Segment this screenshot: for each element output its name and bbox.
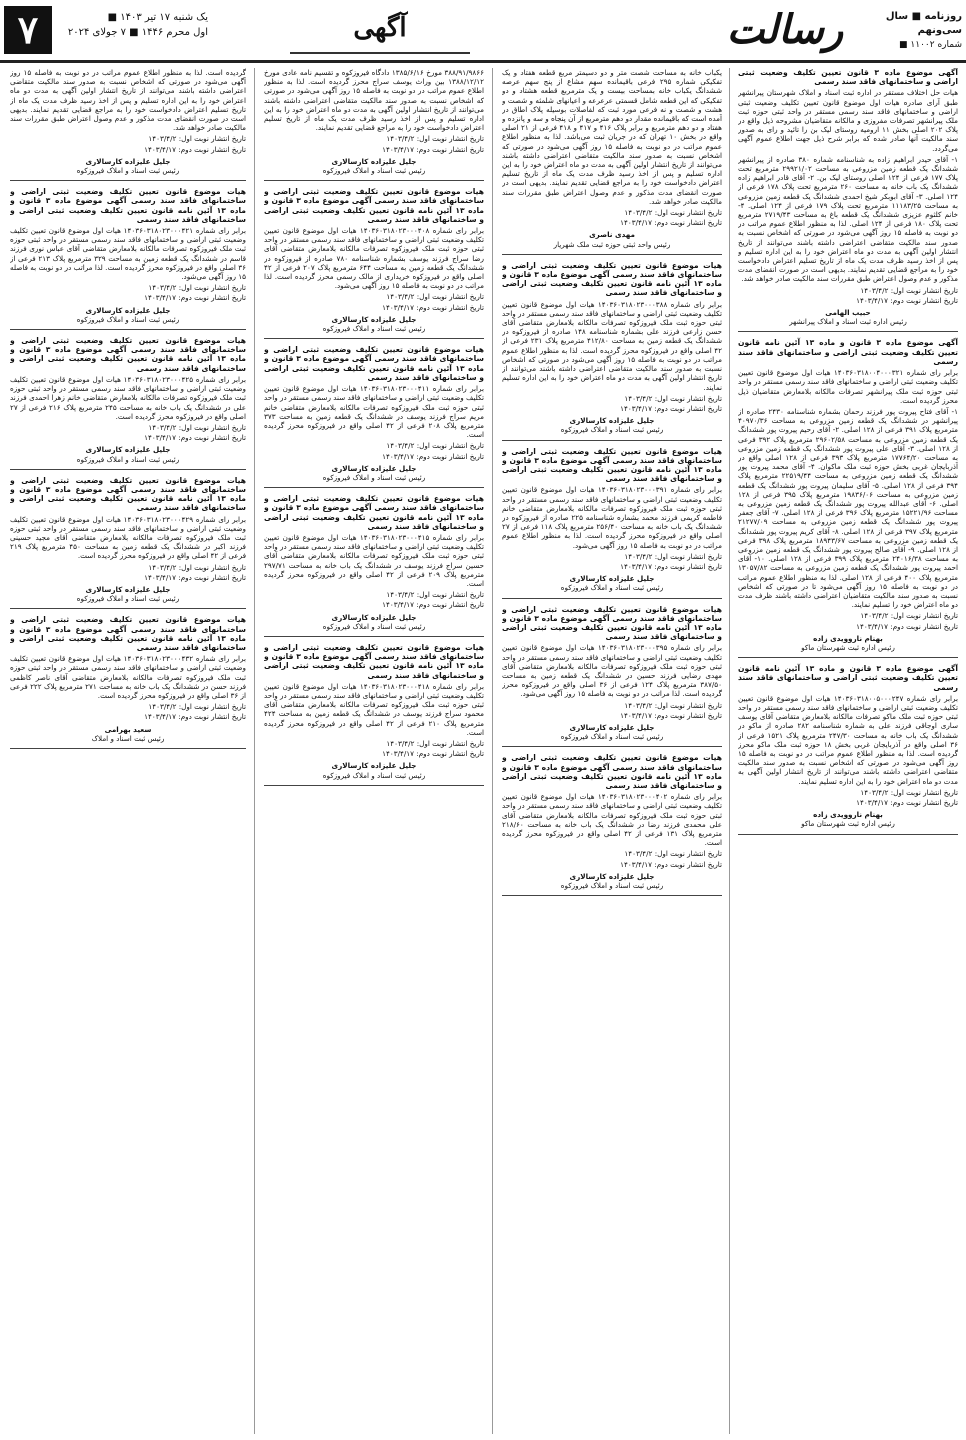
notice-body: هیات حل اختلاف مستقر در اداره ثبت اسناد و املاک شهرستان پیرانشهر طبق آرای صادره هیات اول موضوع قانون تعیین تکلیف وضعیت ثبتی اراضی و ساختمانهای فاقد سند رسمی مستقر در واحد ثبتی حوزه ثبت ملک پیرانشهر تصرفات مفروزی و مالکانه متقاضیان مشروحه ذیل واقع در پلاک ۲۰۲ اصلی بخش ۱۱ ارومیه روستای لیک بن را تائید و رای به صدور سند مالکیت آنها صادر شده که برابر شرح ذیل جهت اطلاع عموم آگهی می‌گردد. — [738, 88, 958, 153]
notice-body: برابر رای شماره ۱۴۰۳۶۰۳۱۸۰۲۳۰۰۰۴۲۵ هیات اول موضوع قانون تعیین تکلیف وضعیت ثبتی اراضی و ساختمانهای فاقد سند رسمی مستقر در واحد ثبتی حوزه ثبت ملک فیروزکوه تصرفات مالکانه بلامعارض متقاضی خانم زهرا احمدی فرزند علی در ششدانگ یک باب خانه به مساحت ۲۴۵ مترمربع پلاک ۲۱۶ فرعی از ۲۷ اصلی واقع در فیروزکوه محرز گردیده است. — [10, 374, 246, 421]
notice-first-publish-date: تاریخ انتشار نوبت اول: ۱۴۰۳/۴/۲ — [624, 700, 722, 710]
notice-signatory: جلیل علیزاده کارسالاری — [569, 574, 655, 584]
notice-first-publish-date: تاریخ انتشار نوبت اول: ۱۴۰۳/۴/۲ — [148, 562, 246, 572]
legal-notice — [264, 68, 484, 181]
notice-first-publish-date: تاریخ انتشار نوبت اول: ۱۴۰۳/۴/۲ — [860, 787, 958, 797]
section-title — [270, 8, 490, 48]
notice-second-publish-date: تاریخ انتشار نوبت دوم: ۱۴۰۳/۴/۱۷ — [382, 749, 484, 759]
legal-notice — [502, 447, 722, 599]
notice-organization: رئیس ثبت اسناد و املاک فیروزکوه — [76, 166, 180, 176]
notice-body: ۳۸۸/۹۱/۹۸۶۶ مورخ ۱۳۸۵/۶/۱۶ دادگاه فیروزکوه و تقسیم نامه عادی مورخ ۱۳۸۸/۱۲/۱۲ بین وراث یوسف سراج محرز گردیده است. لذا به منظور اطلاع عموم مراتب در دو نوبت به فاصله ۱۵ روز آگهی می‌شود در صورتی که اشخاص نسبت به صدور سند مالکیت متقاضی اعتراضی داشته باشند می‌توانند از تاریخ انتشار اولین آگهی به مدت دو ماه اعتراض خود را به این اداره تسلیم و پس از اخذ رسید ظرف مدت یک ماه از تاریخ تسلیم اعتراض دادخواست خود را به مراجع قضایی تقدیم نمایند. — [264, 68, 484, 133]
notice-title: هیات موضوع قانون تعیین تکلیف وضعیت ثبتی اراضی و ساختمانهای فاقد سند رسمی آگهی موضوع ماده ۳ قانون و ماده ۱۳ آئین نامه قانون تعیین تکلیف وضعیت ثبتی اراضی و ساختمانهای فاقد سند رسمی — [264, 494, 484, 531]
notice-items: ۱- آقای فتاح پیروت پور فرزند رحمان بشماره شناسنامه ۲۴۳۰ صادره از پیرانشهر در ششدانگ یک قطعه زمین مزروعی به مساحت ۴۰۹۷۰/۳۶ مترمربع پلاک ۳۹۱ فرعی از ۱۲۸ اصلی. ۲- آقای رحیم پیروت پور ششدانگ یک قطعه زمین مزروعی به مساحت ۲۹۶۰۲/۵۸ مترمربع پلاک ۳۹۲ فرعی از ۱۲۸ اصلی. ۳- آقای علی پیروت پور ششدانگ یک قطعه زمین مزروعی به مساحت ۱۷۷۶۴/۲۰ مترمربع پلاک ۳۹۳ فرعی از ۱۲۸ اصلی واقع در آذربایجان غربی بخش حوزه ثبت ملک ماکوان. ۴- آقای محمد پیروت پور ششدانگ یک قطعه زمین مزروعی به مساحت ۲۲۵۱۹/۴۴ مترمربع پلاک ۳۹۴ فرعی از ۱۲۸ اصلی. ۵- آقای سلیمان پیروت پور ششدانگ یک قطعه زمین مزروعی به مساحت ۱۹۸۳۶/۰۶ مترمربع پلاک ۳۹۵ فرعی از ۱۲۸ اصلی. ۶- آقای عبدالله پیروت پور ششدانگ یک قطعه زمین مزروعی به مساحت ۱۵۲۲۱/۹۶ مترمربع پلاک ۳۹۶ فرعی از ۱۲۸ اصلی. ۷- آقای جعفر پیروت پور ششدانگ یک قطعه زمین مزروعی به مساحت ۲۱۲۷۷/۰۹ مترمربع پلاک ۳۹۷ فرعی از ۱۲۸ اصلی. ۸- آقای کریم پیروت پور ششدانگ یک قطعه زمین مزروعی به مساحت ۱۸۹۴۳/۶۷ مترمربع پلاک ۳۹۸ فرعی از ۱۲۸ اصلی. ۹- آقای صالح پیروت پور ششدانگ یک قطعه زمین مزروعی به مساحت ۲۴۰۱۶/۳۸ مترمربع پلاک ۳۹۹ فرعی از ۱۲۸ اصلی. ۱۰- آقای احمد پیروت پور ششدانگ یک قطعه زمین مزروعی به مساحت ۱۳۰۵۷/۸۲ مترمربع پلاک ۴۰۰ فرعی از ۱۲۸ اصلی. لذا به منظور اطلاع عموم مراتب در دو نوبت به فاصله ۱۵ روز آگهی می‌شود تا در صورتی که اشخاص نسبت به صدور سند مالکیت متقاضیان اعتراضی داشته باشند ظرف مدت دو ماه اعتراض خود را تسلیم نمایند. — [738, 406, 958, 610]
notice-second-publish-date: تاریخ انتشار نوبت دوم: ۱۴۰۳/۴/۱۷ — [620, 218, 722, 228]
notice-organization: رئیس ثبت اسناد و املاک فیروزکوه — [322, 770, 426, 780]
notice-body: برابر رای شماره ۱۴۰۳۶۰۳۱۸۰۲۳۰۰۰۴۰۲ هیات اول موضوع قانون تعیین تکلیف وضعیت ثبتی اراضی و ساختمانهای فاقد سند رسمی مستقر در واحد ثبتی حوزه ثبت ملک فیروزکوه تصرفات مالکانه بلامعارض متقاضی آقای علی محمدی فرزند رضا در ششدانگ یک باب خانه به مساحت ۲۱۸/۶۰ مترمربع پلاک ۱۳۱ فرعی از ۴۲ اصلی واقع در فیروزکوه محرز گردیده است. — [502, 792, 722, 848]
notice-body: برابر رای شماره ۱۴۰۳۶۰۳۱۸۰۲۳۰۰۰۳۹۱ هیات اول موضوع قانون تعیین تکلیف وضعیت ثبتی اراضی و ساختمانهای فاقد سند رسمی مستقر در واحد ثبتی حوزه ثبت ملک فیروزکوه تصرفات مالکانه بلامعارض متقاضی خانم فاطمه کریمی فرزند محمد بشماره شناسنامه ۲۲۵ صادره از فیروزکوه در ششدانگ یک باب خانه به مساحت ۲۵۶/۴۰ مترمربع پلاک ۱۱۸ فرعی از ۲۷ اصلی واقع در فیروزکوه محرز گردیده است. لذا به منظور اطلاع عموم مراتب در دو نوبت به فاصله ۱۵ روز آگهی می‌شود. — [502, 485, 722, 550]
notice-first-publish-date: تاریخ انتشار نوبت اول: ۱۴۰۳/۴/۲ — [624, 393, 722, 403]
notice-second-publish-date: تاریخ انتشار نوبت دوم: ۱۴۰۳/۴/۱۷ — [620, 710, 722, 720]
date-line: یک شنبه ۱۷ تیر ۱۴۰۳ ■ — [107, 12, 208, 23]
notice-second-publish-date: تاریخ انتشار نوبت دوم: ۱۴۰۳/۴/۱۷ — [856, 798, 958, 808]
column-4 — [10, 68, 246, 1434]
notice-title: هیات موضوع قانون تعیین تکلیف وضعیت ثبتی اراضی و ساختمانهای فاقد سند رسمی آگهی موضوع ماده ۳ قانون و ماده ۱۳ آئین نامه قانون تعیین تکلیف وضعیت ثبتی اراضی و ساختمانهای فاقد سند رسمی — [10, 336, 246, 373]
legal-notice — [502, 68, 722, 255]
notice-title: آگهی موضوع ماده ۳ قانون و ماده ۱۳ آئین نامه قانون تعیین تکلیف وضعیت ثبتی اراضی و ساختمانهای فاقد سند رسمی — [738, 664, 958, 692]
legal-notice — [738, 338, 958, 658]
notice-second-publish-date: تاریخ انتشار نوبت دوم: ۱۴۰۳/۴/۱۷ — [382, 451, 484, 461]
notice-body: برابر رای شماره ۱۴۰۳۶۰۳۱۸۰۰۵۰۰۰۲۴۷ هیات اول موضوع قانون تعیین تکلیف وضعیت ثبتی اراضی و ساختمانهای فاقد سند رسمی مستقر در واحد ثبتی حوزه ثبت ملک ماکو تصرفات مالکانه بلامعارض متقاضی آقای یوسف ساری اوجاقی فرزند علی به شماره شناسنامه ۲۸۲ صادره از ماکو در ششدانگ یک باب خانه به مساحت ۲۴۷/۳۰ مترمربع پلاک ۱۵۲۱ فرعی از ۳۶ اصلی واقع در آذربایجان غربی بخش ۱۸ حوزه ثبت ملک ماکو محرز گردیده است. لذا به منظور اطلاع عموم مراتب در دو نوبت به فاصله ۱۵ روز آگهی می‌شود در صورتی که اشخاص نسبت به صدور سند مالکیت متقاضی اعتراضی داشته باشند می‌توانند از تاریخ انتشار اولین آگهی به مدت دو ماه اعتراض خود را به این اداره تسلیم نمایند. — [738, 693, 958, 786]
column-1 — [738, 68, 958, 1434]
notice-first-publish-date: تاریخ انتشار نوبت اول: ۱۴۰۳/۴/۲ — [148, 283, 246, 293]
section-label: آگهی — [353, 13, 407, 43]
notice-title: هیات موضوع قانون تعیین تکلیف وضعیت ثبتی اراضی و ساختمانهای فاقد سند رسمی آگهی موضوع ماده ۳ قانون و ماده ۱۳ آئین نامه قانون تعیین تکلیف وضعیت ثبتی اراضی و ساختمانهای فاقد سند رسمی — [502, 446, 722, 484]
notice-second-publish-date: تاریخ انتشار نوبت دوم: ۱۴۰۳/۴/۱۷ — [620, 859, 722, 869]
page-number: ۷ — [4, 6, 52, 54]
notice-title: هیات موضوع قانون تعیین تکلیف وضعیت ثبتی اراضی و ساختمانهای فاقد سند رسمی آگهی موضوع ماده ۳ قانون و ماده ۱۳ آئین نامه قانون تعیین تکلیف وضعیت ثبتی اراضی و ساختمانهای فاقد سند رسمی — [264, 187, 484, 224]
notice-first-publish-date: تاریخ انتشار نوبت اول: ۱۴۰۳/۴/۲ — [148, 134, 246, 144]
notice-first-publish-date: تاریخ انتشار نوبت اول: ۱۴۰۳/۴/۲ — [386, 134, 484, 144]
section-underline — [290, 52, 470, 54]
legal-notice — [264, 494, 484, 637]
notice-second-publish-date: تاریخ انتشار نوبت دوم: ۱۴۰۳/۴/۱۷ — [620, 561, 722, 571]
notice-body: برابر رای شماره ۱۴۰۳۶۰۳۱۸۰۲۳۰۰۰۴۰۸ هیات اول موضوع قانون تعیین تکلیف وضعیت ثبتی اراضی و ساختمانهای فاقد سند رسمی مستقر در واحد ثبتی حوزه ثبت ملک فیروزکوه تصرفات مالکانه بلامعارض متقاضی آقای رضا سراج فرزند یوسف بشماره شناسنامه ۷۸۰ صادره از فیروزکوه در ششدانگ یک قطعه زمین به مساحت ۶۴۴ مترمربع پلاک ۲۰۷ فرعی از ۴۲ اصلی واقع در فیروزکوه خریداری از مالک رسمی محرز گردیده است. لذا مراتب در دو نوبت به فاصله ۱۵ روز آگهی می‌شود. — [264, 226, 484, 291]
notice-organization: رئیس ثبت اسناد و املاک فیروزکوه — [76, 454, 180, 464]
column-divider — [254, 68, 255, 1434]
column-divider — [729, 68, 730, 1434]
notice-organization: رئیس اداره ثبت شهرستان ماکو — [801, 642, 895, 652]
notice-first-publish-date: تاریخ انتشار نوبت اول: ۱۴۰۳/۴/۲ — [148, 422, 246, 432]
notice-signatory: حبیب الهامی — [825, 308, 871, 318]
notice-first-publish-date: تاریخ انتشار نوبت اول: ۱۴۰۳/۴/۲ — [624, 208, 722, 218]
notice-body: برابر رای شماره ۱۴۰۳۶۰۳۱۸۰۲۳۰۰۰۴۲۱ هیات اول موضوع قانون تعیین تکلیف وضعیت ثبتی اراضی و ساختمانهای فاقد سند رسمی مستقر در واحد ثبتی حوزه ثبت ملک فیروزکوه تصرفات مالکانه بلامعارض متقاضی آقای عباس نوری فرزند قاسم در ششدانگ یک قطعه زمین به مساحت ۳۲۹ مترمربع پلاک ۲۱۳ فرعی از ۳۶ اصلی واقع در فیروزکوه محرز گردیده است. لذا مراتب در دو نوبت به فاصله ۱۵ روز آگهی می‌شود. — [10, 226, 246, 282]
legal-notice — [10, 187, 246, 330]
notice-first-publish-date: تاریخ انتشار نوبت اول: ۱۴۰۳/۴/۲ — [386, 292, 484, 302]
notice-first-publish-date: تاریخ انتشار نوبت اول: ۱۴۰۳/۴/۲ — [624, 849, 722, 859]
notice-signatory: جلیل علیزاده کارسالاری — [85, 445, 171, 455]
legal-notice — [502, 753, 722, 896]
notice-signatory: جلیل علیزاده کارسالاری — [85, 305, 171, 315]
notice-second-publish-date: تاریخ انتشار نوبت دوم: ۱۴۰۳/۴/۱۷ — [620, 403, 722, 413]
notice-organization: رئیس ثبت اسناد و املاک فیروزکوه — [322, 621, 426, 631]
notice-signatory: جلیل علیزاده کارسالاری — [331, 314, 417, 324]
notice-organization: رئیس ثبت اسناد و املاک فیروزکوه — [322, 324, 426, 334]
notice-signatory: جلیل علیزاده کارسالاری — [331, 612, 417, 622]
notice-signatory: جلیل علیزاده کارسالاری — [331, 463, 417, 473]
notice-signatory: بهنام ناروویدی زاده — [813, 633, 883, 643]
date-line: اول محرم ۱۴۴۶ ■ ۷ جولای ۲۰۲۴ — [67, 27, 208, 38]
notice-items: ۱- آقای حیدر ابراهیم زاده به شناسنامه شماره ۳۸۰ صادره از پیرانشهر ششدانگ یک قطعه زمین مزروعی به مساحت ۲۹۹۲۱/۰۲ مترمربع تحت پلاک ۱۷۷ فرعی از ۱۲۴ اصلی روستای لیک بن. ۲- آقای قادر ابراهیم زاده ششدانگ یک باب خانه به مساحت ۲۶۰ مترمربع تحت پلاک ۱۷۸ فرعی از ۱۲۴ اصلی. ۳- آقای ابوبکر شیخ احمدی ششدانگ یک قطعه زمین مزروعی به مساحت ۱۱۱۸۳/۲۵ مترمربع تحت پلاک ۱۷۹ فرعی از ۱۲۴ اصلی. ۴- خانم کلثوم عزیزی ششدانگ یک قطعه باغ به مساحت ۲۷۱۹/۴۳ مترمربع تحت پلاک ۱۸۰ فرعی از ۱۲۴ اصلی. لذا به منظور اطلاع عموم مراتب در دو نوبت به فاصله ۱۵ روز آگهی می‌شود در صورتی که اشخاص نسبت به صدور سند مالکیت متقاضی اعتراضی داشته باشند می‌توانند از تاریخ انتشار اولین آگهی به مدت دو ماه اعتراض خود را به این اداره تسلیم و پس از اخذ رسید ظرف مدت یک ماه از تاریخ تسلیم اعتراض دادخواست خود را به مراجع قضایی تقدیم نمایند. بدیهی است در صورت انقضای مدت مذکور و عدم وصول اعتراض طبق مقررات سند مالکیت صادر خواهد شد. — [738, 154, 958, 284]
notice-organization: رئیس ثبت اسناد و املاک فیروزکوه — [560, 732, 664, 742]
notice-signatory: جلیل علیزاده کارسالاری — [331, 761, 417, 771]
notice-signatory: مهدی ناصری — [589, 230, 635, 240]
notice-organization: رئیس ثبت اسناد و املاک فیروزکوه — [76, 314, 180, 324]
legal-notice — [10, 68, 246, 181]
legal-notice — [502, 605, 722, 748]
legal-notice — [10, 615, 246, 749]
legal-notice — [10, 476, 246, 610]
notice-first-publish-date: تاریخ انتشار نوبت اول: ۱۴۰۳/۴/۲ — [386, 590, 484, 600]
notice-body: برابر رای شماره ۱۴۰۳۶۰۳۱۸۰۲۳۰۰۰۴۳۲ هیات اول موضوع قانون تعیین تکلیف وضعیت ثبتی اراضی و ساختمانهای فاقد سند رسمی مستقر در واحد ثبتی حوزه ثبت ملک فیروزکوه تصرفات مالکانه بلامعارض متقاضی آقای ناصر کاظمی فرزند حسن در ششدانگ یک باب خانه به مساحت ۲۷۱ مترمربع پلاک ۲۲۲ فرعی از ۳۶ اصلی واقع در فیروزکوه محرز گردیده است. — [10, 654, 246, 700]
notice-first-publish-date: تاریخ انتشار نوبت اول: ۱۴۰۳/۴/۲ — [624, 551, 722, 561]
notice-body: برابر رای شماره ۱۴۰۳۶۰۳۱۸۰۲۳۰۰۰۴۱۸ هیات اول موضوع قانون تعیین تکلیف وضعیت ثبتی اراضی و ساختمانهای فاقد سند رسمی مستقر در واحد ثبتی حوزه ثبت ملک فیروزکوه تصرفات مالکانه بلامعارض متقاضی آقای محمود سراج فرزند یوسف در ششدانگ یک قطعه زمین به مساحت ۴۲۴ مترمربع پلاک ۲۱۰ فرعی از ۴۲ اصلی واقع در فیروزکوه محرز گردیده است. — [264, 681, 484, 737]
notice-body: گردیده است. لذا به منظور اطلاع عموم مراتب در دو نوبت به فاصله ۱۵ روز آگهی می‌شود در صورتی که اشخاص نسبت به صدور سند مالکیت متقاضی اعتراضی داشته باشند می‌توانند از تاریخ انتشار اولین آگهی به مدت دو ماه اعتراض خود را به این اداره تسلیم و پس از اخذ رسید ظرف مدت یک ماه از تاریخ تسلیم اعتراض دادخواست خود را به مراجع قضایی تقدیم نمایند. بدیهی است در صورت انقضای مدت مذکور و عدم وصول اعتراض طبق مقررات سند مالکیت صادر خواهد شد. — [10, 68, 246, 133]
notice-first-publish-date: تاریخ انتشار نوبت اول: ۱۴۰۳/۴/۲ — [148, 702, 246, 712]
notice-title: هیات موضوع قانون تعیین تکلیف وضعیت ثبتی اراضی و ساختمانهای فاقد سند رسمی آگهی موضوع ماده ۳ قانون و ماده ۱۳ آئین نامه قانون تعیین تکلیف وضعیت ثبتی اراضی و ساختمانهای فاقد سند رسمی — [264, 642, 484, 680]
legal-notice — [10, 336, 246, 470]
notice-second-publish-date: تاریخ انتشار نوبت دوم: ۱۴۰۳/۴/۱۷ — [856, 621, 958, 631]
legal-notice — [738, 68, 958, 332]
notice-title: آگهی موضوع ماده ۳ قانون و ماده ۱۳ آئین نامه قانون تعیین تکلیف وضعیت ثبتی اراضی و ساختمانهای فاقد سند رسمی — [738, 338, 958, 366]
newspaper-logo: رسالت — [726, 6, 844, 53]
notice-second-publish-date: تاریخ انتشار نوبت دوم: ۱۴۰۳/۴/۱۷ — [382, 144, 484, 154]
notice-organization: رئیس ثبت اسناد و املاک فیروزکوه — [560, 881, 664, 891]
notice-body: برابر رای شماره ۱۴۰۳۶۰۳۱۸۰۲۳۰۰۰۳۸۸ هیات اول موضوع قانون تعیین تکلیف وضعیت ثبتی اراضی و ساختمانهای فاقد سند رسمی مستقر در واحد ثبتی حوزه ثبت ملک فیروزکوه تصرفات مالکانه بلامعارض متقاضی آقای حسن زارعی فرزند علی بشماره شناسنامه ۱۴۸ صادره از فیروزکوه در ششدانگ یک قطعه زمین به مساحت ۴۱۲/۸۰ مترمربع پلاک ۲۳۱ فرعی از ۴۲ اصلی واقع در فیروزکوه محرز گردیده است. لذا به منظور اطلاع عموم مراتب در دو نوبت به فاصله ۱۵ روز آگهی می‌شود در صورتی که اشخاص نسبت به صدور سند مالکیت متقاضی اعتراضی داشته باشند می‌توانند از تاریخ انتشار اولین آگهی به مدت دو ماه اعتراض خود را به این اداره تسلیم نمایند. — [502, 299, 722, 392]
notice-body: برابر رای شماره ۱۴۰۳۶۰۳۱۸۰۲۳۰۰۰۳۹۵ هیات اول موضوع قانون تعیین تکلیف وضعیت ثبتی اراضی و ساختمانهای فاقد سند رسمی مستقر در واحد ثبتی حوزه ثبت ملک فیروزکوه تصرفات مالکانه بلامعارض متقاضی آقای مهدی رضایی فرزند حسین در ششدانگ یک قطعه زمین به مساحت ۳۸۷/۵۰ مترمربع پلاک ۱۲۴ فرعی از ۳۶ اصلی واقع در فیروزکوه محرز گردیده است. لذا مراتب در دو نوبت به فاصله ۱۵ روز آگهی می‌شود. — [502, 643, 722, 699]
notice-second-publish-date: تاریخ انتشار نوبت دوم: ۱۴۰۳/۴/۱۷ — [382, 302, 484, 312]
legal-notice — [738, 664, 958, 834]
notice-body: برابر رای شماره ۱۴۰۳۶۰۳۱۸۰۲۳۰۰۰۴۱۵ هیات اول موضوع قانون تعیین تکلیف وضعیت ثبتی اراضی و ساختمانهای فاقد سند رسمی مستقر در واحد ثبتی حوزه ثبت ملک فیروزکوه تصرفات مالکانه بلامعارض متقاضی آقای حسین سراج فرزند یوسف در ششدانگ یک باب خانه به مساحت ۲۹۷/۷۱ مترمربع پلاک ۲۰۹ فرعی از ۴۲ اصلی واقع در فیروزکوه محرز گردیده است. — [264, 532, 484, 588]
notice-signatory: بهنام ناروویدی زاده — [813, 810, 883, 820]
legal-notice — [264, 345, 484, 488]
issue-info-block — [874, 10, 962, 52]
notice-signatory: جلیل علیزاده کارسالاری — [569, 871, 655, 881]
notice-organization: رئیس ثبت اسناد و املاک فیروزکوه — [560, 425, 664, 435]
notice-organization: رئیس ثبت اسناد و املاک فیروزکوه — [76, 594, 180, 604]
notice-first-publish-date: تاریخ انتشار نوبت اول: ۱۴۰۳/۴/۲ — [386, 441, 484, 451]
notice-second-publish-date: تاریخ انتشار نوبت دوم: ۱۴۰۳/۴/۱۷ — [144, 433, 246, 443]
notice-signatory: جلیل علیزاده کارسالاری — [331, 156, 417, 166]
issue-number: شماره ۱۱۰۰۲ ■ — [899, 40, 962, 50]
notice-organization: رئیس اداره ثبت اسناد و املاک پیرانشهر — [789, 317, 907, 327]
notice-signatory: سعید بهرامی — [104, 724, 152, 734]
notice-organization: رئیس اداره ثبت شهرستان ماکو — [801, 819, 895, 829]
notice-title: هیات موضوع قانون تعیین تکلیف وضعیت ثبتی اراضی و ساختمانهای فاقد سند رسمی آگهی موضوع ماده ۳ قانون و ماده ۱۳ آئین نامه قانون تعیین تکلیف وضعیت ثبتی اراضی و ساختمانهای فاقد سند رسمی — [10, 187, 246, 224]
issue-date-block — [58, 10, 208, 40]
notice-organization: رئیس ثبت اسناد و املاک — [91, 733, 165, 743]
notice-first-publish-date: تاریخ انتشار نوبت اول: ۱۴۰۳/۴/۲ — [860, 285, 958, 295]
masthead — [0, 0, 966, 63]
legal-notice — [502, 261, 722, 441]
notice-title: هیات موضوع قانون تعیین تکلیف وضعیت ثبتی اراضی و ساختمانهای فاقد سند رسمی آگهی موضوع ماده ۳ قانون و ماده ۱۳ آئین نامه قانون تعیین تکلیف وضعیت ثبتی اراضی و ساختمانهای فاقد سند رسمی — [10, 615, 246, 652]
notice-body: برابر رای شماره ۱۴۰۳۶۰۳۱۸۰۰۴۰۰۰۳۲۱ هیات اول موضوع قانون تعیین تکلیف وضعیت ثبتی اراضی و ساختمانهای فاقد سند رسمی مستقر در واحد ثبتی حوزه ثبت ملک پیرانشهر تصرفات مالکانه بلامعارض متقاضیان ذیل محرز گردیده است. — [738, 368, 958, 405]
notice-title: هیات موضوع قانون تعیین تکلیف وضعیت ثبتی اراضی و ساختمانهای فاقد سند رسمی آگهی موضوع ماده ۳ قانون و ماده ۱۳ آئین نامه قانون تعیین تکلیف وضعیت ثبتی اراضی و ساختمانهای فاقد سند رسمی — [502, 604, 722, 642]
notice-second-publish-date: تاریخ انتشار نوبت دوم: ۱۴۰۳/۴/۱۷ — [856, 295, 958, 305]
notice-organization: رئیس واحد ثبتی حوزه ثبت ملک شهریار — [553, 239, 671, 249]
notice-title: هیات موضوع قانون تعیین تکلیف وضعیت ثبتی اراضی و ساختمانهای فاقد سند رسمی آگهی موضوع ماده ۳ قانون و ماده ۱۳ آئین نامه قانون تعیین تکلیف وضعیت ثبتی اراضی و ساختمانهای فاقد سند رسمی — [264, 345, 484, 382]
notice-title: آگهی موضوع ماده ۳ قانون تعیین تکلیف وضعیت ثبتی اراضی و ساختمانهای فاقد سند رسمی — [738, 68, 958, 87]
notice-second-publish-date: تاریخ انتشار نوبت دوم: ۱۴۰۳/۴/۱۷ — [144, 572, 246, 582]
notice-signatory: جلیل علیزاده کارسالاری — [85, 584, 171, 594]
notice-title: هیات موضوع قانون تعیین تکلیف وضعیت ثبتی اراضی و ساختمانهای فاقد سند رسمی آگهی موضوع ماده ۳ قانون و ماده ۱۳ آئین نامه قانون تعیین تکلیف وضعیت ثبتی اراضی و ساختمانهای فاقد سند رسمی — [502, 753, 722, 791]
notice-signatory: جلیل علیزاده کارسالاری — [569, 723, 655, 732]
notice-signatory: جلیل علیزاده کارسالاری — [569, 416, 655, 426]
notice-first-publish-date: تاریخ انتشار نوبت اول: ۱۴۰۳/۴/۲ — [860, 611, 958, 621]
notice-organization: رئیس ثبت اسناد و املاک فیروزکوه — [322, 472, 426, 482]
notice-title: هیات موضوع قانون تعیین تکلیف وضعیت ثبتی اراضی و ساختمانهای فاقد سند رسمی آگهی موضوع ماده ۳ قانون و ماده ۱۳ آئین نامه قانون تعیین تکلیف وضعیت ثبتی اراضی و ساختمانهای فاقد سند رسمی — [10, 475, 246, 513]
notice-second-publish-date: تاریخ انتشار نوبت دوم: ۱۴۰۳/۴/۱۷ — [144, 144, 246, 154]
column-divider — [492, 68, 493, 1434]
notice-first-publish-date: تاریخ انتشار نوبت اول: ۱۴۰۳/۴/۲ — [386, 739, 484, 748]
notice-second-publish-date: تاریخ انتشار نوبت دوم: ۱۴۰۳/۴/۱۷ — [144, 293, 246, 303]
notice-organization: رئیس ثبت اسناد و املاک فیروزکوه — [322, 166, 426, 176]
column-3 — [264, 68, 484, 1434]
notice-body: یکباب خانه به مساحت شصت متر و دو دسیمتر مربع قطعه هفتاد و یک تفکیکی شماره ۲۹۵ فرعی باقیمانده سهم مشاع از پنج سهم عرصه ششدانگ یکباب خانه بمساحت بیست و یک مترمربع قطعه هشتاد و دو تفکیکی که این قطعه شامل قسمتی عرعرعه و اعیانهای شلمثه و شصت و هشت و شصت و نه فرعی مورد ثبت که لفاصلات بوسیله پلاک اطاق در آمده است که باقیمانده مقدار دو دهم مترمربع از آن پنجاه و سه و پانزده و هفتاد و دو دهم مترمربع و برابر پلاک ۴۱۶ و ۴۱۷ و ۴۱۸ فرعی از ۲۱ اصلی واقع در بخش ۱۰ تهران که در جریان ثبت می‌باشد. لذا به منظور اطلاع عموم مراتب در دو نوبت به فاصله ۱۵ روز آگهی می‌شود در صورتی که اشخاص نسبت به صدور سند مالکیت متقاضی اعتراضی داشته باشند می‌توانند از تاریخ انتشار اولین آگهی به مدت دو ماه اعتراض خود را به این اداره تسلیم و پس از اخذ رسید ظرف مدت یک ماه از تاریخ تسلیم اعتراض دادخواست خود را به مراجع قضایی تقدیم نمایند. بدیهی است در صورت انقضای مدت مذکور و عدم وصول اعتراض طبق مقررات سند مالکیت صادر خواهد شد. — [502, 68, 722, 206]
column-2 — [502, 68, 722, 1434]
notice-organization: رئیس ثبت اسناد و املاک فیروزکوه — [560, 583, 664, 593]
brand-line: روزنامه ■ سال سی‌ونهم — [885, 11, 962, 36]
notice-body: برابر رای شماره ۱۴۰۳۶۰۳۱۸۰۲۳۰۰۰۴۱۱ هیات اول موضوع قانون تعیین تکلیف وضعیت ثبتی اراضی و ساختمانهای فاقد سند رسمی مستقر در واحد ثبتی حوزه ثبت ملک فیروزکوه تصرفات مالکانه بلامعارض متقاضی خانم مریم سراج فرزند یوسف در ششدانگ یک قطعه زمین به مساحت ۳۷۳ مترمربع پلاک ۲۰۸ فرعی از ۴۲ اصلی واقع در فیروزکوه محرز گردیده است. — [264, 384, 484, 440]
legal-notice — [264, 643, 484, 786]
notice-title: هیات موضوع قانون تعیین تکلیف وضعیت ثبتی اراضی و ساختمانهای فاقد سند رسمی آگهی موضوع ماده ۳ قانون و ماده ۱۳ آئین نامه قانون تعیین تکلیف وضعیت ثبتی اراضی و ساختمانهای فاقد سند رسمی — [502, 260, 722, 298]
notice-body: برابر رای شماره ۱۴۰۳۶۰۳۱۸۰۲۳۰۰۰۴۲۹ هیات اول موضوع قانون تعیین تکلیف وضعیت ثبتی اراضی و ساختمانهای فاقد سند رسمی مستقر در واحد ثبتی حوزه ثبت ملک فیروزکوه تصرفات مالکانه بلامعارض متقاضی آقای مجید حسینی فرزند اکبر در ششدانگ یک قطعه زمین به مساحت ۴۵۰ مترمربع پلاک ۲۱۹ فرعی از ۴۲ اصلی واقع در فیروزکوه محرز گردیده است. — [10, 514, 246, 561]
legal-notice — [264, 187, 484, 339]
notice-second-publish-date: تاریخ انتشار نوبت دوم: ۱۴۰۳/۴/۱۷ — [144, 712, 246, 722]
notice-signatory: جلیل علیزاده کارسالاری — [85, 156, 171, 166]
notice-second-publish-date: تاریخ انتشار نوبت دوم: ۱۴۰۳/۴/۱۷ — [382, 600, 484, 610]
